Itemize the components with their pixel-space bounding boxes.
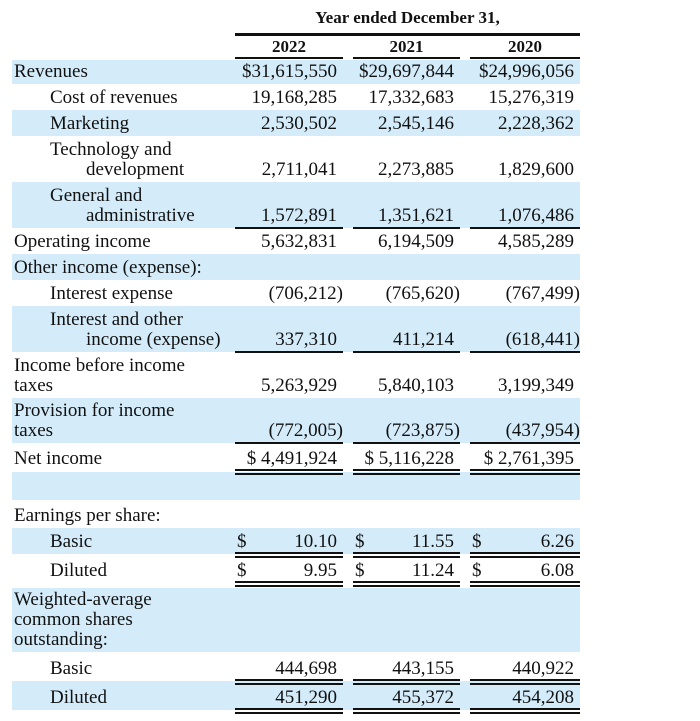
- row-label: taxes: [14, 375, 54, 396]
- currency-symbol: $: [472, 560, 482, 581]
- cell-value-2021: 2,273,885: [378, 159, 454, 180]
- table-row: [12, 681, 580, 710]
- total-double-rule: [353, 683, 460, 685]
- cell-value-2021: 11.24: [411, 560, 454, 581]
- cell-value-2021: 411,214: [392, 329, 454, 350]
- total-double-rule: [353, 708, 460, 710]
- row-label: taxes: [14, 420, 54, 441]
- cell-value-2020: 6.26: [540, 531, 574, 552]
- row-label: development: [86, 159, 185, 180]
- table-row: [12, 588, 580, 652]
- cell-value-2020: $24,996,056: [479, 61, 574, 82]
- total-double-rule: [470, 469, 580, 471]
- total-double-rule: [353, 469, 460, 471]
- year-underline: [470, 57, 580, 59]
- table-row: [12, 652, 580, 681]
- total-double-rule: [470, 556, 580, 558]
- total-double-rule: [235, 552, 343, 554]
- cell-value-2021: 5,840,103: [378, 375, 454, 396]
- total-double-rule: [235, 679, 343, 681]
- table-row: [12, 306, 580, 352]
- total-double-rule: [235, 708, 343, 710]
- row-label: outstanding:: [14, 629, 108, 650]
- subtotal-rule: [470, 442, 580, 444]
- total-double-rule: [353, 581, 460, 583]
- row-label: Income before income: [14, 355, 185, 376]
- cell-value-2020: 1,076,486: [498, 205, 574, 226]
- total-double-rule: [353, 473, 460, 475]
- table-row: [12, 528, 580, 554]
- total-double-rule: [235, 469, 343, 471]
- total-double-rule: [353, 712, 460, 714]
- row-label: Interest expense: [50, 283, 173, 304]
- subtotal-rule: [235, 442, 343, 444]
- subtotal-rule: [353, 442, 460, 444]
- cell-value-2022: 444,698: [275, 658, 337, 679]
- cell-value-2020: (767,499): [505, 283, 580, 304]
- subtotal-rule: [470, 351, 580, 353]
- total-double-rule: [470, 683, 580, 685]
- subtotal-rule: [353, 351, 460, 353]
- cell-value-2022: 1,572,891: [261, 205, 337, 226]
- row-label: Net income: [14, 448, 103, 469]
- currency-symbol: $: [355, 531, 365, 552]
- cell-value-2022: 10.10: [294, 531, 337, 552]
- table-row: [12, 472, 580, 500]
- cell-value-2022: 337,310: [275, 329, 337, 350]
- cell-value-2022: 19,168,285: [251, 87, 337, 108]
- subtotal-rule: [235, 227, 343, 229]
- total-double-rule: [353, 679, 460, 681]
- row-label: administrative: [86, 205, 195, 226]
- cell-value-2020: 1,829,600: [498, 159, 574, 180]
- cell-value-2021: (723,875): [385, 420, 460, 441]
- cell-value-2022: (772,005): [268, 420, 343, 441]
- year-underline: [353, 57, 460, 59]
- cell-value-2021: 17,332,683: [368, 87, 454, 108]
- row-label: Cost of revenues: [50, 87, 178, 108]
- table-row: [12, 443, 580, 471]
- table-row: [12, 500, 580, 528]
- total-double-rule: [470, 712, 580, 714]
- cell-value-2022: 5,263,929: [261, 375, 337, 396]
- row-label: Diluted: [50, 687, 107, 708]
- total-double-rule: [235, 581, 343, 583]
- total-double-rule: [470, 585, 580, 587]
- cell-value-2020: (618,441): [505, 329, 580, 350]
- cell-value-2022: 9.95: [303, 560, 337, 581]
- table-row: [12, 136, 580, 182]
- cell-value-2020: 4,585,289: [498, 231, 574, 252]
- cell-value-2021: 1,351,621: [378, 205, 454, 226]
- table-row: [12, 352, 580, 398]
- currency-symbol: $: [237, 560, 247, 581]
- cell-value-2020: 3,199,349: [498, 375, 574, 396]
- row-label: Earnings per share:: [14, 505, 161, 526]
- row-label: General and: [50, 185, 143, 206]
- table-row: [12, 182, 580, 228]
- cell-value-2022: $31,615,550: [242, 61, 337, 82]
- total-double-rule: [235, 556, 343, 558]
- cell-value-2021: $ 5,116,228: [364, 448, 454, 469]
- table-row: [12, 110, 580, 136]
- row-label: Basic: [50, 531, 93, 552]
- total-double-rule: [470, 679, 580, 681]
- row-label: Technology and: [50, 139, 172, 160]
- row-label: Diluted: [50, 560, 107, 581]
- row-label: Operating income: [14, 231, 151, 252]
- cell-value-2021: 6,194,509: [378, 231, 454, 252]
- cell-value-2020: 440,922: [512, 658, 574, 679]
- row-label: Interest and other: [50, 309, 183, 330]
- cell-value-2022: 2,530,502: [261, 113, 337, 134]
- row-label: Marketing: [50, 113, 130, 134]
- total-double-rule: [353, 552, 460, 554]
- year-2021: 2021: [389, 37, 424, 56]
- cell-value-2022: $ 4,491,924: [246, 448, 337, 469]
- cell-value-2022: 5,632,831: [261, 231, 337, 252]
- cell-value-2021: $29,697,844: [359, 61, 454, 82]
- year-underline: [235, 57, 343, 59]
- table-row: [12, 60, 580, 84]
- cell-value-2022: (706,212): [268, 283, 343, 304]
- table-row: [12, 280, 580, 306]
- total-double-rule: [470, 708, 580, 710]
- row-label: Other income (expense):: [14, 257, 202, 278]
- subtotal-rule: [353, 227, 460, 229]
- row-label: common shares: [14, 609, 133, 630]
- total-double-rule: [353, 585, 460, 587]
- table-row: [12, 228, 580, 254]
- subtotal-rule: [235, 351, 343, 353]
- header-rule: [235, 33, 580, 36]
- table-row: [12, 254, 580, 280]
- total-double-rule: [470, 581, 580, 583]
- total-double-rule: [470, 473, 580, 475]
- year-2022: 2022: [272, 37, 306, 56]
- cell-value-2022: 2,711,041: [261, 159, 337, 180]
- total-double-rule: [470, 552, 580, 554]
- cell-value-2021: 2,545,146: [378, 113, 454, 134]
- total-double-rule: [235, 473, 343, 475]
- cell-value-2020: 454,208: [512, 687, 574, 708]
- cell-value-2021: 443,155: [392, 658, 454, 679]
- period-title: Year ended December 31,: [315, 8, 500, 27]
- currency-symbol: $: [237, 531, 247, 552]
- row-label: Revenues: [14, 61, 88, 82]
- cell-value-2020: 2,228,362: [498, 113, 574, 134]
- currency-symbol: $: [355, 560, 365, 581]
- table-row: [12, 84, 580, 110]
- currency-symbol: $: [472, 531, 482, 552]
- total-double-rule: [235, 712, 343, 714]
- cell-value-2021: 11.55: [411, 531, 454, 552]
- table-row: [12, 398, 580, 443]
- total-double-rule: [235, 683, 343, 685]
- cell-value-2021: 455,372: [392, 687, 454, 708]
- cell-value-2021: (765,620): [385, 283, 460, 304]
- cell-value-2020: 6.08: [540, 560, 574, 581]
- cell-value-2020: $ 2,761,395: [483, 448, 574, 469]
- row-label: Provision for income: [14, 400, 175, 421]
- subtotal-rule: [470, 227, 580, 229]
- year-2020: 2020: [508, 37, 542, 56]
- row-label: Basic: [50, 658, 93, 679]
- row-label: Weighted-average: [14, 589, 152, 610]
- cell-value-2020: (437,954): [505, 420, 580, 441]
- total-double-rule: [235, 585, 343, 587]
- cell-value-2022: 451,290: [275, 687, 337, 708]
- row-label: income (expense): [86, 329, 221, 350]
- cell-value-2020: 15,276,319: [488, 87, 574, 108]
- table-row: [12, 554, 580, 583]
- total-double-rule: [353, 556, 460, 558]
